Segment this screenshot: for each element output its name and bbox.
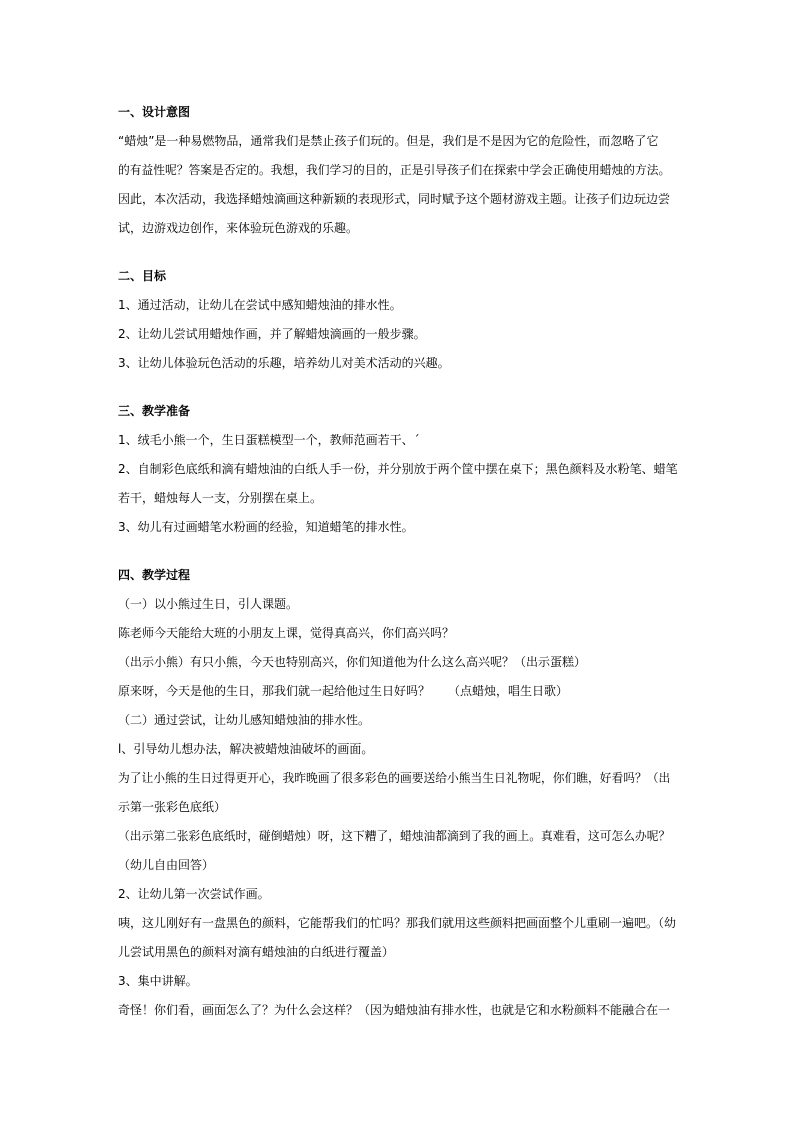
paragraph-line: 儿尝试用黑色的颜料对滴有蜡烛油的白纸进行覆盖） [118,945,395,959]
list-item: 若干，蜡烛每人一支，分别摆在桌上。 [118,491,323,505]
paragraph-line: 为了让小熊的生日过得更开心，我昨晚画了很多彩色的画要送给小熊当生日礼物呢，你们瞧，好看吗？（出 [118,771,671,785]
list-item: 1、通过活动，让幼儿在尝试中感知蜡烛油的排水性。 [118,298,402,312]
section-heading-design-intent: 一、设计意图 [118,105,191,119]
paragraph-line: 咦，这儿刚好有一盘黑色的颜料，它能帮我们的忙吗？那我们就用这些颜料把画面整个儿重刷一遍吧。（幼 [118,916,677,930]
paragraph-line: （出示第二张彩色底纸时，碰倒蜡烛）呀，这下糟了，蜡烛油都滴到了我的画上。真难看，这可怎么办呢？ [118,829,671,843]
section-heading-process: 四、教学过程 [118,568,191,582]
list-item: 3、让幼儿体验玩色活动的乐趣，培养幼儿对美术活动的兴趣。 [118,356,450,370]
paragraph-line: 奇怪！你们看，画面怎么了？为什么会这样？（因为蜡烛油有排水性，也就是它和水粉颜料不能融合在一 [118,1003,671,1017]
list-item: 2、自制彩色底纸和滴有蜡烛油的白纸人手一份，并分别放于两个筐中摆在桌下；黑色颜料及水粉笔、蜡笔 [118,462,678,476]
paragraph-line: （出示小熊）有只小熊，今天也特别高兴，你们知道他为什么这么高兴呢？（出示蛋糕） [118,655,587,669]
paragraph-line: “蜡烛”是一种易燃物品，通常我们是禁止孩子们玩的。但是，我们是不是因为它的危险性，而忽略了它 [118,134,659,148]
paragraph-line: 陈老师今天能给大班的小朋友上课，觉得真高兴，你们高兴吗？ [118,626,455,640]
paragraph-line: 3、集中讲解。 [118,974,198,988]
paragraph-line: 2、让幼儿第一次尝试作画。 [118,887,270,901]
section-heading-goals: 二、目标 [118,269,167,283]
paragraph-line: 原来呀，今天是他的生日，那我们就一起给他过生日好吗？ （点蜡烛，唱生日歌） [118,684,569,698]
section-heading-preparation: 三、教学准备 [118,404,191,418]
paragraph-line: 试，边游戏边创作，来体验玩色游戏的乐趣。 [118,221,359,235]
paragraph-line: 因此，本次活动，我选择蜡烛滴画这种新颖的表现形式，同时赋予这个题材游戏主题。让孩子们边玩边尝 [118,192,671,206]
list-item: 1、绒毛小熊一个，生日蛋糕模型一个，教师范画若干、´ [118,433,420,447]
paragraph-line: （一）以小熊过生日，引人课题。 [118,597,299,611]
paragraph-line: l、引导幼儿想办法，解决被蜡烛油破坏的画面。 [118,742,374,756]
paragraph-line: （二）通过尝试，让幼儿感知蜡烛油的排水性。 [118,713,371,727]
paragraph-line: 示第一张彩色底纸） [118,800,227,814]
list-item: 3、幼儿有过画蜡笔水粉画的经验，知道蜡笔的排水性。 [118,520,414,534]
paragraph-line: （幼儿自由回答） [118,858,215,872]
paragraph-line: 的有益性呢？答案是否定的。我想，我们学习的目的，正是引导孩子们在探索中学会正确使用蜡烛的方法。 [118,163,671,177]
list-item: 2、让幼儿尝试用蜡烛作画，并了解蜡烛滴画的一般步骤。 [118,327,426,341]
